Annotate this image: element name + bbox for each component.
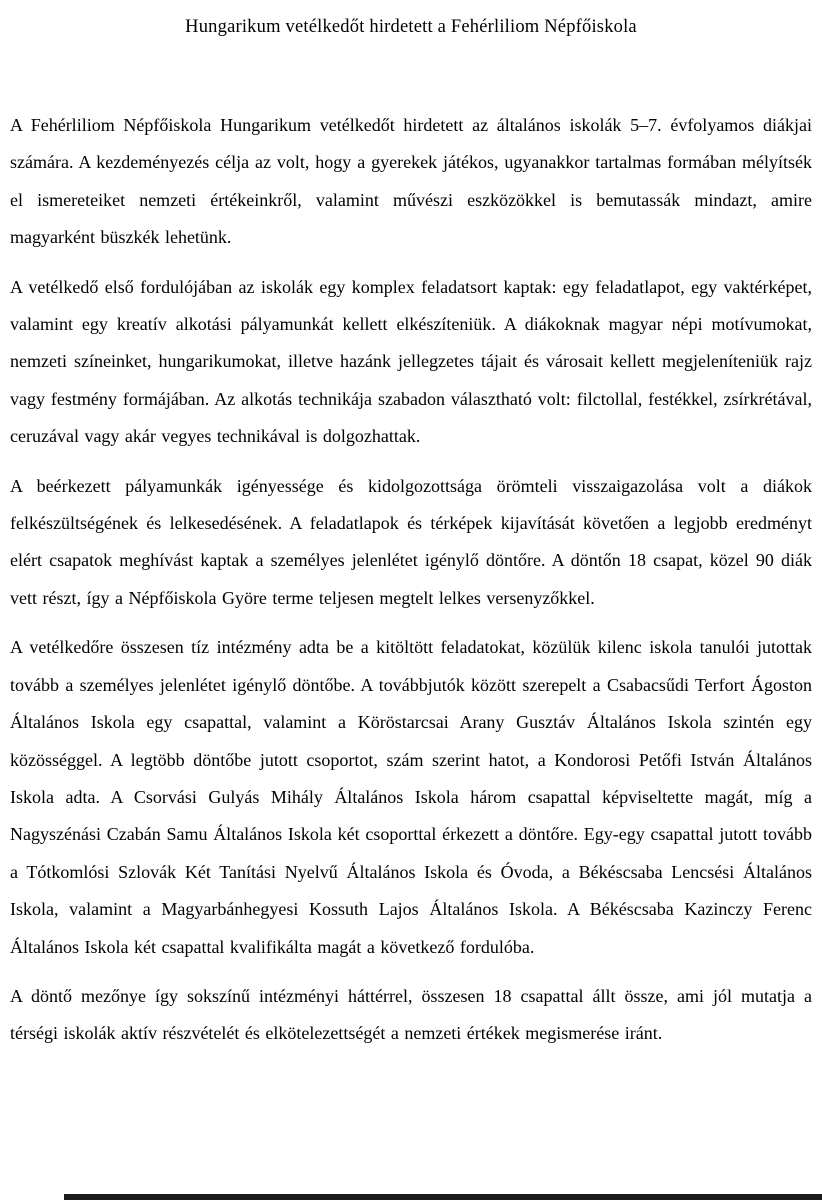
paragraph-first-round: A vetélkedő első fordulójában az iskolák egy komplex feladatsort kaptak: egy feladatlapot, egy vaktérképet, valamint egy kreatív alkotási pályamunkát kellett elkészíteniük. A diákoknak magyar népi motívumokat, nemzeti színeinket, hungarikumokat, illetve hazánk jellegzetes tájait és városait kellett megjeleníteniük rajz vagy festmény formájában. Az alkotás technikája szabadon választható volt: filctollal, festékkel, zsírkrétával, ceruzával vagy akár vegyes technikával is dolgozhattak. xyxy=(10,276,812,447)
paragraph-submissions: A beérkezett pályamunkák igényessége és kidolgozottsága örömteli visszaigazolása volt a diákok felkészültségének és lelkesedésének. A feladatlapok és térképek kijavítását követően a legjobb eredményt elért csapatok meghívást kaptak a személyes jelenlétet igénylő döntőre. A döntőn 18 csapat, közel 90 diák vett részt, így a Népfőiskola Györe terme teljesen megtelt lelkes versenyzőkkel. xyxy=(10,475,812,608)
document-body xyxy=(10,107,812,1053)
paragraph-closing: A döntő mezőnye így sokszínű intézményi háttérrel, összesen 18 csapattal állt össze, ami jól mutatja a térségi iskolák aktív részvételét és elkötelezettségét a nemzeti értékek megismerése iránt. xyxy=(10,985,812,1044)
paragraph-intro: A Fehérliliom Népfőiskola Hungarikum vetélkedőt hirdetett az általános iskolák 5–7. évfolyamos diákjai számára. A kezdeményezés célja az volt, hogy a gyerekek játékos, ugyanakkor tartalmas formában mélyítsék el ismereteiket nemzeti értékeinkről, valamint művészi eszközökkel is bemutassák mindazt, amire magyarként büszkék lehetünk. xyxy=(10,115,812,248)
next-page-edge xyxy=(64,1194,822,1200)
paragraph-qualified-schools: A vetélkedőre összesen tíz intézmény adta be a kitöltött feladatokat, közülük kilenc iskola tanulói jutottak tovább a személyes jelenlétet igénylő döntőbe. A továbbjutók között szerepelt a Csabacsűdi Terfort Ágoston Általános Iskola egy csapattal, valamint a Köröstarcsai Arany Gusztáv Általános Iskola szintén egy közösséggel. A legtöbb döntőbe jutott csoportot, szám szerint hatot, a Kondorosi Petőfi István Általános Iskola adta. A Csorvási Gulyás Mihály Általános Iskola három csapattal képviseltette magát, míg a Nagyszénási Czabán Samu Általános Iskola két csoporttal érkezett a döntőre. Egy-egy csapattal jutott tovább a Tótkomlósi Szlovák Két Tanítási Nyelvű Általános Iskola és Óvoda, a Békéscsaba Lencsési Általános Iskola, valamint a Magyarbánhegyesi Kossuth Lajos Általános Iskola. A Békéscsaba Kazinczy Ferenc Általános Iskola két csapattal kvalifikálta magát a következő fordulóba. xyxy=(10,637,812,957)
document-title: Hungarikum vetélkedőt hirdetett a Fehérliliom Népfőiskola xyxy=(185,17,637,37)
